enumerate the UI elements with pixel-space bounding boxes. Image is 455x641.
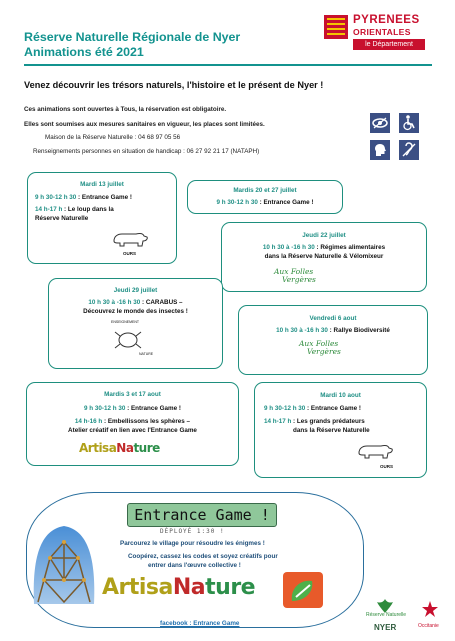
page-title: Réserve Naturelle Régionale de Nyer	[24, 30, 241, 44]
logo-text: NATURE	[139, 352, 154, 356]
facebook-link[interactable]: facebook : Entrance Game	[160, 620, 240, 627]
event-date: Mardi 10 aout	[320, 392, 361, 399]
event-line: 9 h 30-12 h 30 : Entrance Game !	[35, 194, 132, 201]
event-line: 9 h 30-12 h 30 : Entrance Game !	[264, 405, 361, 412]
event-line: 10 h 30 à -16 h 30 : Rallye Biodiversité	[276, 327, 390, 334]
event-date: Mardis 20 et 27 juillet	[233, 187, 297, 194]
intro-text: Venez découvrir les trésors naturels, l'histoire et le présent de Nyer !	[24, 80, 324, 90]
bottom-line: entrer dans l'œuvre collective !	[148, 562, 241, 569]
ours-logo-text: OURS	[380, 464, 394, 469]
partner-logo-icon	[282, 571, 324, 609]
event-line: 9 h 30-12 h 30 : Entrance Game !	[84, 405, 181, 412]
event-line: 9 h 30-12 h 30 : Entrance Game !	[216, 199, 314, 206]
event-card-10-aout	[254, 382, 427, 478]
event-card-3-17-aout	[26, 382, 239, 466]
event-line: 14 h-16 h : Embellissons les sphères –	[74, 418, 191, 425]
event-line: 10 h 30 à -16 h 30 : CARABUS –	[88, 299, 183, 306]
info-handicap: Renseignements personnes en situation de handicap : 06 27 92 21 17 (NATAPH)	[33, 148, 260, 155]
event-card-29-juillet	[48, 278, 223, 369]
info-phone: Maison de la Réserve Naturelle : 04 68 97 05 56	[45, 134, 181, 141]
occitanie-logo-text: Occitanie	[418, 623, 439, 629]
artisanature-logo: ArtisaNature	[102, 575, 256, 600]
event-date: Mardis 3 et 17 aout	[104, 391, 161, 398]
wheelchair-icon	[399, 113, 419, 133]
entrance-game-title: Entrance Game !	[127, 503, 277, 527]
aux-folles-vergeres-logo: Aux Folles Vergères	[274, 267, 316, 284]
event-line: Découvrez le monde des insectes !	[83, 308, 188, 315]
event-date: Jeudi 22 juillet	[302, 232, 346, 239]
event-date: Vendredi 6 aout	[309, 315, 357, 322]
event-card-13-juillet	[27, 172, 177, 264]
entrance-game-subtitle: DÉPLOYÉ 1:30 !	[160, 528, 225, 535]
event-date: Mardi 13 juillet	[80, 181, 124, 188]
bear-logo-icon	[355, 439, 397, 465]
occitanie-logo-icon	[418, 598, 442, 622]
reserve-naturelle-nyer: NYER	[374, 623, 397, 632]
event-line: 14 h-17 h : Le loup dans la	[35, 206, 114, 213]
geodesic-dome-image	[30, 518, 98, 610]
info-line: Ces animations sont ouvertes à Tous, la réservation est obligatoire.	[24, 106, 227, 113]
eye-icon	[370, 113, 390, 133]
event-line: dans la Réserve Naturelle & Vélomixeur	[264, 253, 384, 260]
logo-text: ENSEIGNEMENT	[111, 320, 140, 324]
insect-logo-icon	[111, 327, 147, 353]
info-line: Elles sont soumises aux mesures sanitaires en vigueur, les places sont limitées.	[24, 121, 265, 128]
event-card-20-27-juillet	[187, 180, 343, 214]
head-icon	[370, 140, 390, 160]
aux-folles-vergeres-logo: Aux Folles Vergères	[299, 339, 341, 356]
reserve-naturelle-logo-text: Réserve Naturelle	[366, 612, 407, 618]
event-line: Réserve Naturelle	[35, 215, 89, 222]
event-line: 10 h 30 à -16 h 30 : Régimes alimentaires	[262, 244, 386, 251]
event-card-22-juillet	[221, 222, 427, 292]
event-line: Atelier créatif en lien avec l'Entrance Game	[68, 427, 197, 434]
event-card-6-aout	[238, 305, 428, 375]
bottom-line: Coopérez, cassez les codes et soyez créatifs pour	[128, 553, 278, 560]
pyrenees-orientales-logo: PYRENEES ORIENTALES le Département	[324, 14, 430, 54]
bottom-line: Parcourez le village pour résoudre les énigmes !	[120, 540, 265, 547]
ours-logo-text: OURS	[123, 251, 137, 256]
artisanature-logo: ArtisaNature	[79, 441, 160, 455]
event-line: 14 h-17 h : Les grands prédateurs	[264, 418, 365, 425]
event-line: dans la Réserve Naturelle	[293, 427, 370, 434]
ear-icon	[399, 140, 419, 160]
page-subtitle: Animations été 2021	[24, 45, 144, 59]
bear-logo-icon	[110, 227, 152, 253]
event-date: Jeudi 29 juillet	[113, 287, 158, 294]
catalan-flag-icon	[324, 15, 348, 39]
header-divider	[24, 64, 432, 66]
